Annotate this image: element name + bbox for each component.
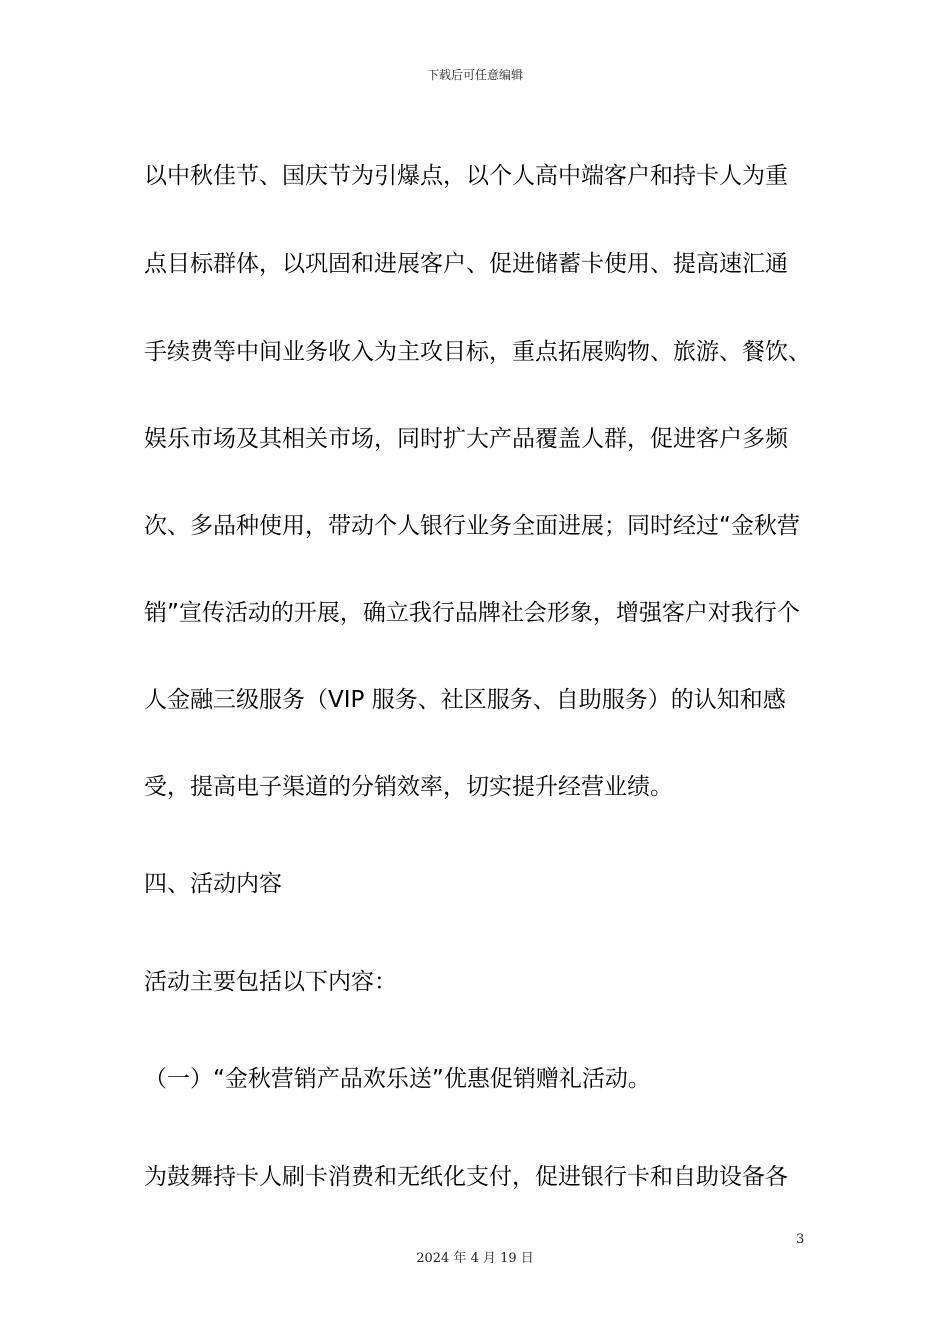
subsection-heading: （一）“金秋营销产品欢乐送”优惠促销赠礼活动。 [144, 1066, 651, 1092]
body-line: 受，提高电子渠道的分销效率，切实提升经营业绩。 [144, 774, 673, 800]
body-line: 点目标群体，以巩固和进展客户、促进储蓄卡使用、提高速汇通 [144, 251, 788, 277]
section-heading: 四、活动内容 [144, 871, 282, 897]
body-line: 以中秋佳节、国庆节为引爆点，以个人高中端客户和持卡人为重 [144, 163, 788, 189]
body-line: 销”宣传活动的开展，确立我行品牌社会形象，增强客户对我行个 [144, 600, 800, 626]
body-line: 次、多品种使用，带动个人银行业务全面进展；同时经过“金秋营 [144, 513, 800, 539]
body-line: 为鼓舞持卡人刷卡消费和无纸化支付，促进银行卡和自助设备各 [144, 1164, 788, 1190]
body-line: 人金融三级服务（VIP 服务、社区服务、自助服务）的认知和感 [144, 687, 786, 713]
body-line: 活动主要包括以下内容： [144, 969, 397, 995]
body-line: 娱乐市场及其相关市场，同时扩大产品覆盖人群，促进客户多频 [144, 426, 788, 452]
footer-date: 2024 年 4 月 19 日 [416, 1251, 534, 1266]
page-number: 3 [796, 1232, 805, 1247]
page-header: 下载后可任意编辑 [426, 68, 523, 82]
body-line: 手续费等中间业务收入为主攻目标，重点拓展购物、旅游、餐饮、 [144, 339, 811, 365]
